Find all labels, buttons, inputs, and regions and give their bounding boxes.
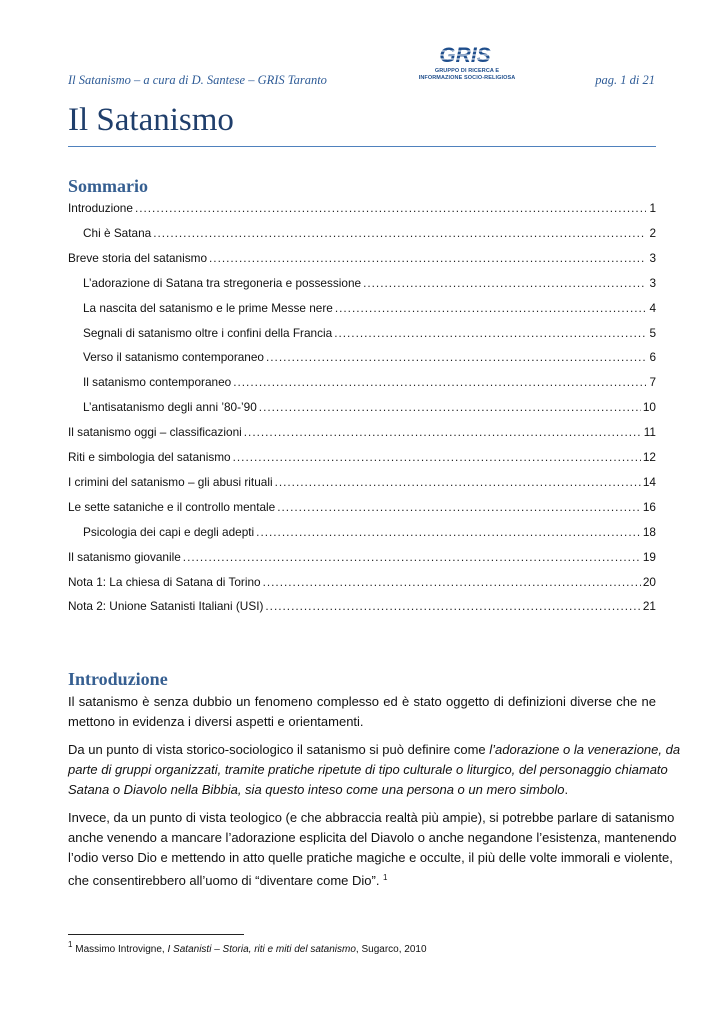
italic-definition: Satana o Diavolo nella Bibbia, sia questo inteso come una persona o un mero simbolo <box>68 782 565 797</box>
toc-entry-label: L’adorazione di Satana tra stregoneria e possessione <box>83 275 362 290</box>
toc-entry[interactable] <box>83 226 656 242</box>
toc-leader-dots <box>244 425 642 439</box>
toc-entry-page: 19 <box>642 549 656 564</box>
toc-entry[interactable] <box>68 575 656 591</box>
toc-entry[interactable] <box>83 525 656 541</box>
footnote-separator <box>68 934 244 935</box>
toc-leader-dots <box>259 400 641 414</box>
logo-line-2: INFORMAZIONE SOCIO-RELIGIOSA <box>418 75 516 81</box>
toc-leader-dots <box>233 450 641 464</box>
toc-entry[interactable] <box>68 201 656 217</box>
toc-entry-label: Le sette sataniche e il controllo mentale <box>68 499 276 514</box>
toc-entry-page: 1 <box>649 201 656 215</box>
toc-entry-label: Il satanismo giovanile <box>68 549 181 564</box>
toc-leader-dots <box>266 350 646 364</box>
toc-entry-label: L’antisatanismo degli anni ’80-’90 <box>83 400 257 415</box>
toc-entry[interactable] <box>83 301 656 317</box>
toc-entry-page: 16 <box>642 499 656 514</box>
footnote <box>68 940 427 955</box>
footnote-author: Massimo Introvigne, <box>75 944 165 955</box>
text-line: l’odio verso Dio e mettendo in atto quelle pratiche magiche e occulte, il più delle volte immorali e violente, <box>68 850 673 865</box>
toc-leader-dots <box>256 525 641 539</box>
header-left-text: Il Satanismo – a cura di D. Santese – GRIS Taranto <box>68 73 327 87</box>
svg-text:GRIS: GRIS <box>439 44 491 66</box>
toc-leader-dots <box>183 550 641 564</box>
toc-entry[interactable] <box>68 550 656 566</box>
toc-entry-page: 21 <box>642 599 656 614</box>
toc-entry-label: Il satanismo oggi – classificazioni <box>68 425 242 440</box>
toc-entry-page: 7 <box>649 375 656 390</box>
text-line: mettono in evidenza i diversi aspetti e orientamenti. <box>68 714 364 729</box>
toc-entry-page: 11 <box>643 425 656 440</box>
toc-entry-page: 14 <box>642 474 656 489</box>
text-line: anche venendo a mancare l’adorazione esplicita del Diavolo o anche negandone l’esistenza, mantenendo <box>68 830 677 845</box>
title-underline <box>68 146 656 147</box>
footnote-reference[interactable]: 1 <box>383 873 388 882</box>
text-line <box>68 760 668 780</box>
text-line: Invece, da un punto di vista teologico (e che abbraccia realtà più ampie), si potrebbe parlare di satanismo <box>68 810 675 825</box>
text-span: . <box>564 782 569 797</box>
text-line: Il satanismo è senza dubbio un fenomeno complesso ed è stato oggetto di definizioni diverse che ne <box>68 694 656 709</box>
document-title: Il Satanismo <box>68 102 234 138</box>
toc-leader-dots <box>209 251 646 265</box>
summary-heading: Sommario <box>68 176 148 196</box>
footnote-publisher: , Sugarco, 2010 <box>355 944 427 955</box>
toc-entry[interactable] <box>68 450 656 466</box>
toc-entry-label: Chi è Satana <box>83 225 152 240</box>
toc-entry-page: 12 <box>642 450 656 464</box>
text-span: Da un punto di vista storico-sociologico il satanismo si può definire come <box>68 742 490 757</box>
toc-entry[interactable] <box>83 375 656 391</box>
toc-entry-page: 2 <box>649 225 656 240</box>
toc-entry-page: 6 <box>649 350 656 365</box>
toc-entry-label: La nascita del satanismo e le prime Messe nere <box>83 300 333 315</box>
toc-leader-dots <box>335 301 646 315</box>
footnote-book-title: I Satanisti – Storia, riti e miti del satanismo <box>167 944 356 955</box>
toc-entry-page: 3 <box>649 275 656 290</box>
italic-definition: l’adorazione o la venerazione, da <box>489 742 681 757</box>
toc-leader-dots <box>265 599 640 613</box>
toc-entry[interactable] <box>83 350 656 366</box>
intro-paragraph-1 <box>68 692 656 732</box>
toc-entry-label: Breve storia del satanismo <box>68 250 208 265</box>
toc-entry[interactable] <box>68 475 656 491</box>
toc-leader-dots <box>363 276 646 290</box>
toc-leader-dots <box>153 226 646 240</box>
toc-entry-label: Segnali di satanismo oltre i confini della Francia <box>83 325 333 340</box>
toc-entry-label: Nota 2: Unione Satanisti Italiani (USI) <box>68 599 264 614</box>
toc-entry-label: Riti e simbologia del satanismo <box>68 450 231 464</box>
toc-entry[interactable] <box>83 326 656 342</box>
toc-entry-label: Il satanismo contemporaneo <box>83 375 232 390</box>
text-line <box>68 780 656 800</box>
toc-entry-page: 18 <box>642 524 656 539</box>
toc-entry[interactable] <box>83 400 656 416</box>
logo-line-1: GRUPPO DI RICERCA E <box>434 68 500 74</box>
text-line <box>68 868 656 891</box>
text-span: che consentirebbero all’uomo di “diventare come Dio”. <box>68 873 384 888</box>
toc-leader-dots <box>263 575 641 589</box>
intro-paragraph-3 <box>68 808 677 891</box>
footnote-number: 1 <box>68 940 73 949</box>
toc-entry-label: Psicologia dei capi e degli adepti <box>83 524 255 539</box>
toc-entry-label: Verso il satanismo contemporaneo <box>83 350 264 365</box>
toc-leader-dots <box>275 475 641 489</box>
italic-definition: parte di gruppi organizzati, tramite pratiche ripetute di tipo culturale o liturgico, del personaggio chiamato <box>68 762 668 777</box>
toc-leader-dots <box>334 326 646 340</box>
gris-logo <box>412 44 522 88</box>
toc-leader-dots <box>233 375 646 389</box>
toc-entry-label: I crimini del satanismo – gli abusi rituali <box>68 474 273 489</box>
toc-entry[interactable] <box>68 599 656 615</box>
toc-entry-label: Nota 1: La chiesa di Satana di Torino <box>68 574 261 589</box>
page-number: pag. 1 di 21 <box>595 73 655 87</box>
text-line <box>68 740 681 760</box>
toc-entry[interactable] <box>68 251 656 267</box>
toc-leader-dots <box>277 500 641 514</box>
toc-leader-dots <box>135 201 646 215</box>
toc-entry-label: Introduzione <box>68 201 133 215</box>
intro-paragraph-2 <box>68 740 681 800</box>
toc-entry-page: 5 <box>649 325 656 340</box>
toc-entry[interactable] <box>68 425 656 441</box>
toc-entry-page: 4 <box>649 300 656 315</box>
toc-entry[interactable] <box>68 500 656 516</box>
toc-entry-page: 3 <box>649 250 656 265</box>
gris-logo-mark <box>436 44 494 66</box>
toc-entry-page: 10 <box>642 400 656 415</box>
intro-heading: Introduzione <box>68 669 168 689</box>
toc-entry[interactable] <box>83 276 656 292</box>
toc-entry-page: 20 <box>642 574 656 589</box>
